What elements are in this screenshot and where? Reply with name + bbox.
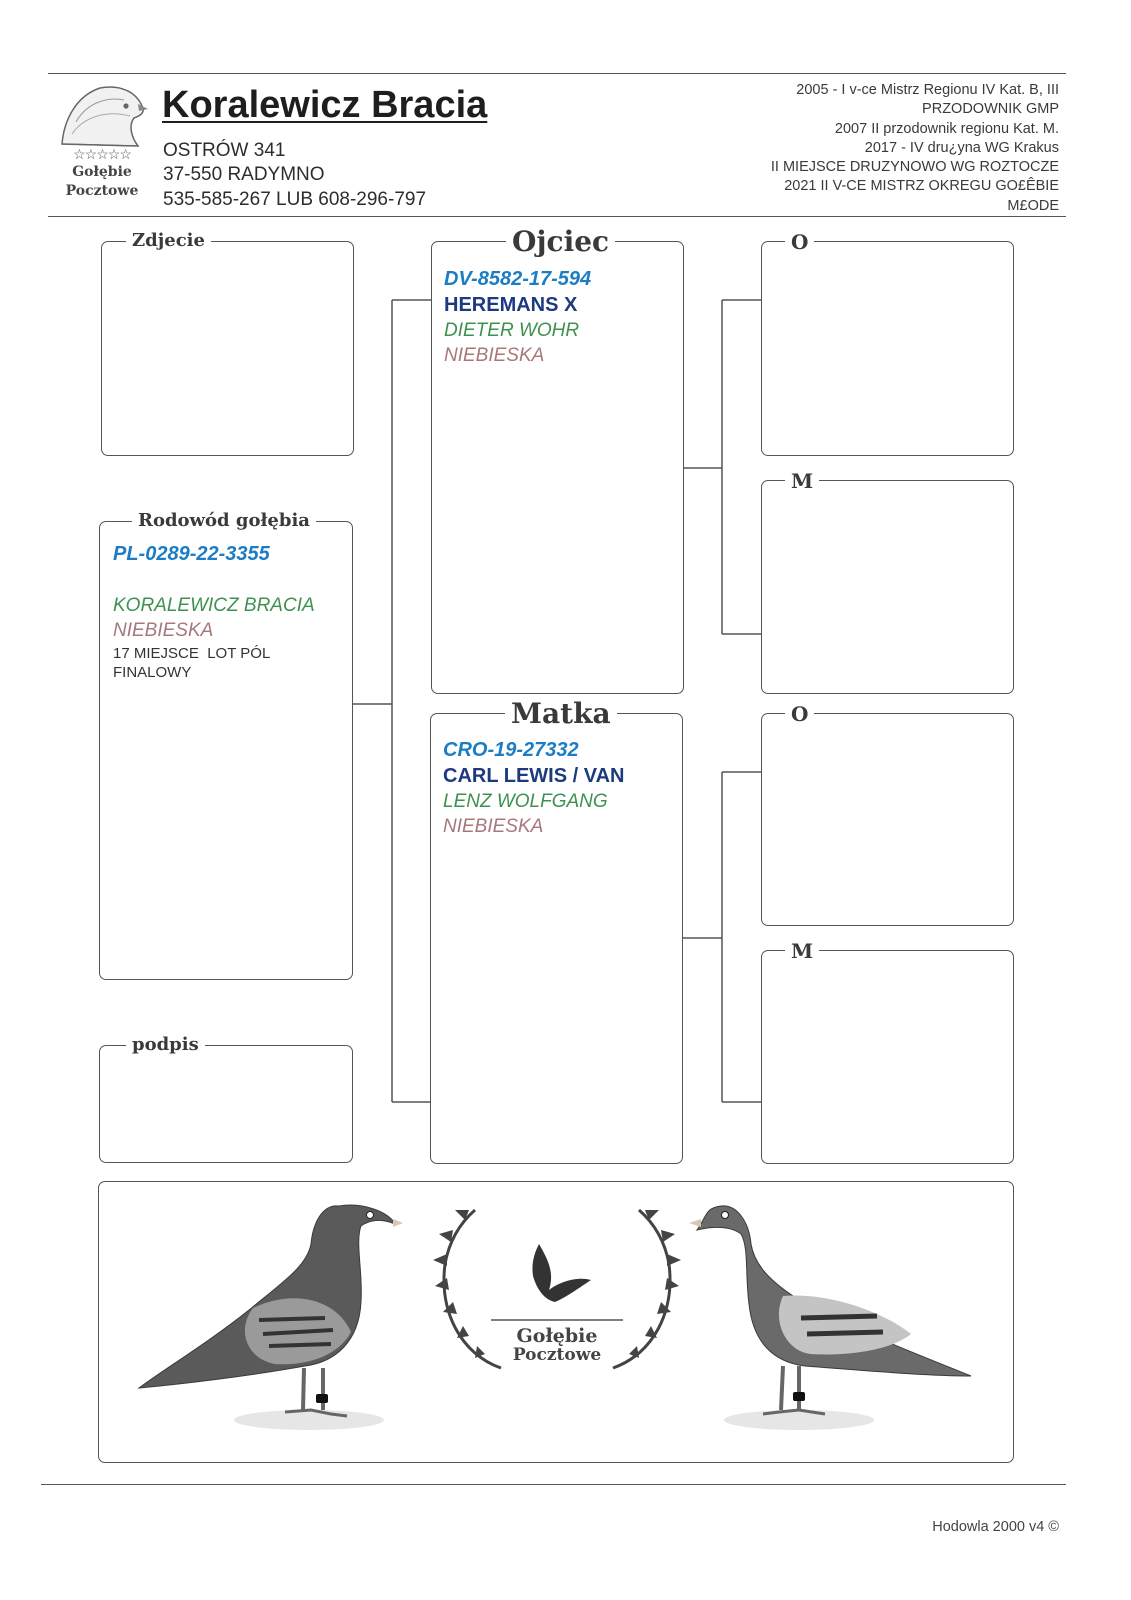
address-line1: OSTRÓW 341: [163, 140, 286, 161]
pigeon-pedigree-box: [99, 510, 353, 980]
pigeon-box-label: Rodowód gołębia: [132, 512, 316, 530]
father-to-grandparents-connector: [682, 300, 762, 634]
achievement-line: II MIEJSCE DRUZYNOWO WG ROZTOCZE: [770, 159, 1059, 176]
emblem-text-line1: Gołębie: [516, 1325, 598, 1347]
phone-number: 535-585-267 LUB 608-296-797: [163, 189, 427, 210]
footer-text: Hodowla 2000 v4 ©: [932, 1519, 1059, 1535]
maternal-grandmother-box: [761, 939, 1014, 1164]
father-breeder: DIETER WOHR: [444, 320, 580, 341]
banner-box: [98, 1181, 1014, 1463]
achievement-line: 2017 - IV dru¿yna WG Krakus: [864, 139, 1059, 156]
paternal-grandfather-label: O: [785, 232, 814, 252]
header-top-rule: [48, 73, 1066, 74]
mother-color: NIEBIESKA: [443, 816, 544, 837]
achievement-line: M£ODE: [1007, 197, 1059, 214]
emblem-text-line2: Pocztowe: [512, 1345, 602, 1365]
achievement-line: 2005 - I v-ce Mistrz Regionu IV Kat. B, III: [796, 82, 1059, 98]
signature-box-label: podpis: [126, 1036, 205, 1054]
pigeon-breeder: KORALEWICZ BRACIA: [113, 595, 315, 616]
paternal-grandfather-box: [761, 230, 1014, 456]
breeder-name: Koralewicz Bracia: [162, 84, 488, 126]
mother-box: [430, 697, 683, 1164]
logo-text-line1: Gołębie: [72, 164, 132, 180]
mother-label: Matka: [505, 700, 617, 728]
club-emblem: [433, 1210, 681, 1368]
achievement-line: PRZODOWNIK GMP: [922, 101, 1059, 118]
banner-artwork: [99, 1182, 1015, 1464]
left-pigeon-image: [139, 1205, 403, 1430]
signature-box: [99, 1034, 353, 1163]
maternal-grandfather-label: O: [785, 704, 814, 724]
footer-rule: [41, 1484, 1066, 1485]
mother-to-grandparents-connector: [682, 772, 762, 1102]
pigeon-ring-number: PL-0289-22-3355: [113, 543, 270, 565]
pigeon-note-line1: 17 MIEJSCE LOT PÓL: [113, 645, 271, 662]
header-bottom-rule: [48, 216, 1066, 217]
paternal-grandmother-label: M: [785, 471, 819, 491]
father-name: HEREMANS X: [444, 294, 578, 316]
right-pigeon-image: [689, 1206, 971, 1430]
maternal-grandfather-box: [761, 702, 1014, 926]
father-color: NIEBIESKA: [444, 345, 545, 366]
mother-name: CARL LEWIS / VAN: [443, 765, 625, 787]
photo-box-label: Zdjecie: [126, 232, 211, 250]
address-line2: 37-550 RADYMNO: [163, 164, 325, 185]
father-label: Ojciec: [506, 228, 615, 256]
mother-ring-number: CRO-19-27332: [443, 739, 579, 761]
mother-breeder: LENZ WOLFGANG: [443, 791, 608, 812]
club-logo: [54, 82, 150, 206]
pigeon-color: NIEBIESKA: [113, 620, 214, 641]
maternal-grandmother-label: M: [785, 941, 819, 961]
photo-box: [101, 230, 354, 456]
achievement-line: 2007 II przodownik regionu Kat. M.: [834, 120, 1059, 137]
father-ring-number: DV-8582-17-594: [444, 268, 592, 290]
achievements-list: [639, 81, 1059, 216]
pigeon-note-line2: FINALOWY: [113, 664, 192, 681]
logo-stars: ☆☆☆☆☆: [73, 146, 131, 162]
father-box: [431, 225, 684, 694]
paternal-grandmother-box: [761, 469, 1014, 694]
logo-text-line2: Pocztowe: [65, 183, 139, 199]
achievement-line: 2021 II V-CE MISTRZ OKREGU GO£ÊBIE: [784, 178, 1059, 195]
pigeon-to-parents-connector: [352, 300, 432, 1102]
